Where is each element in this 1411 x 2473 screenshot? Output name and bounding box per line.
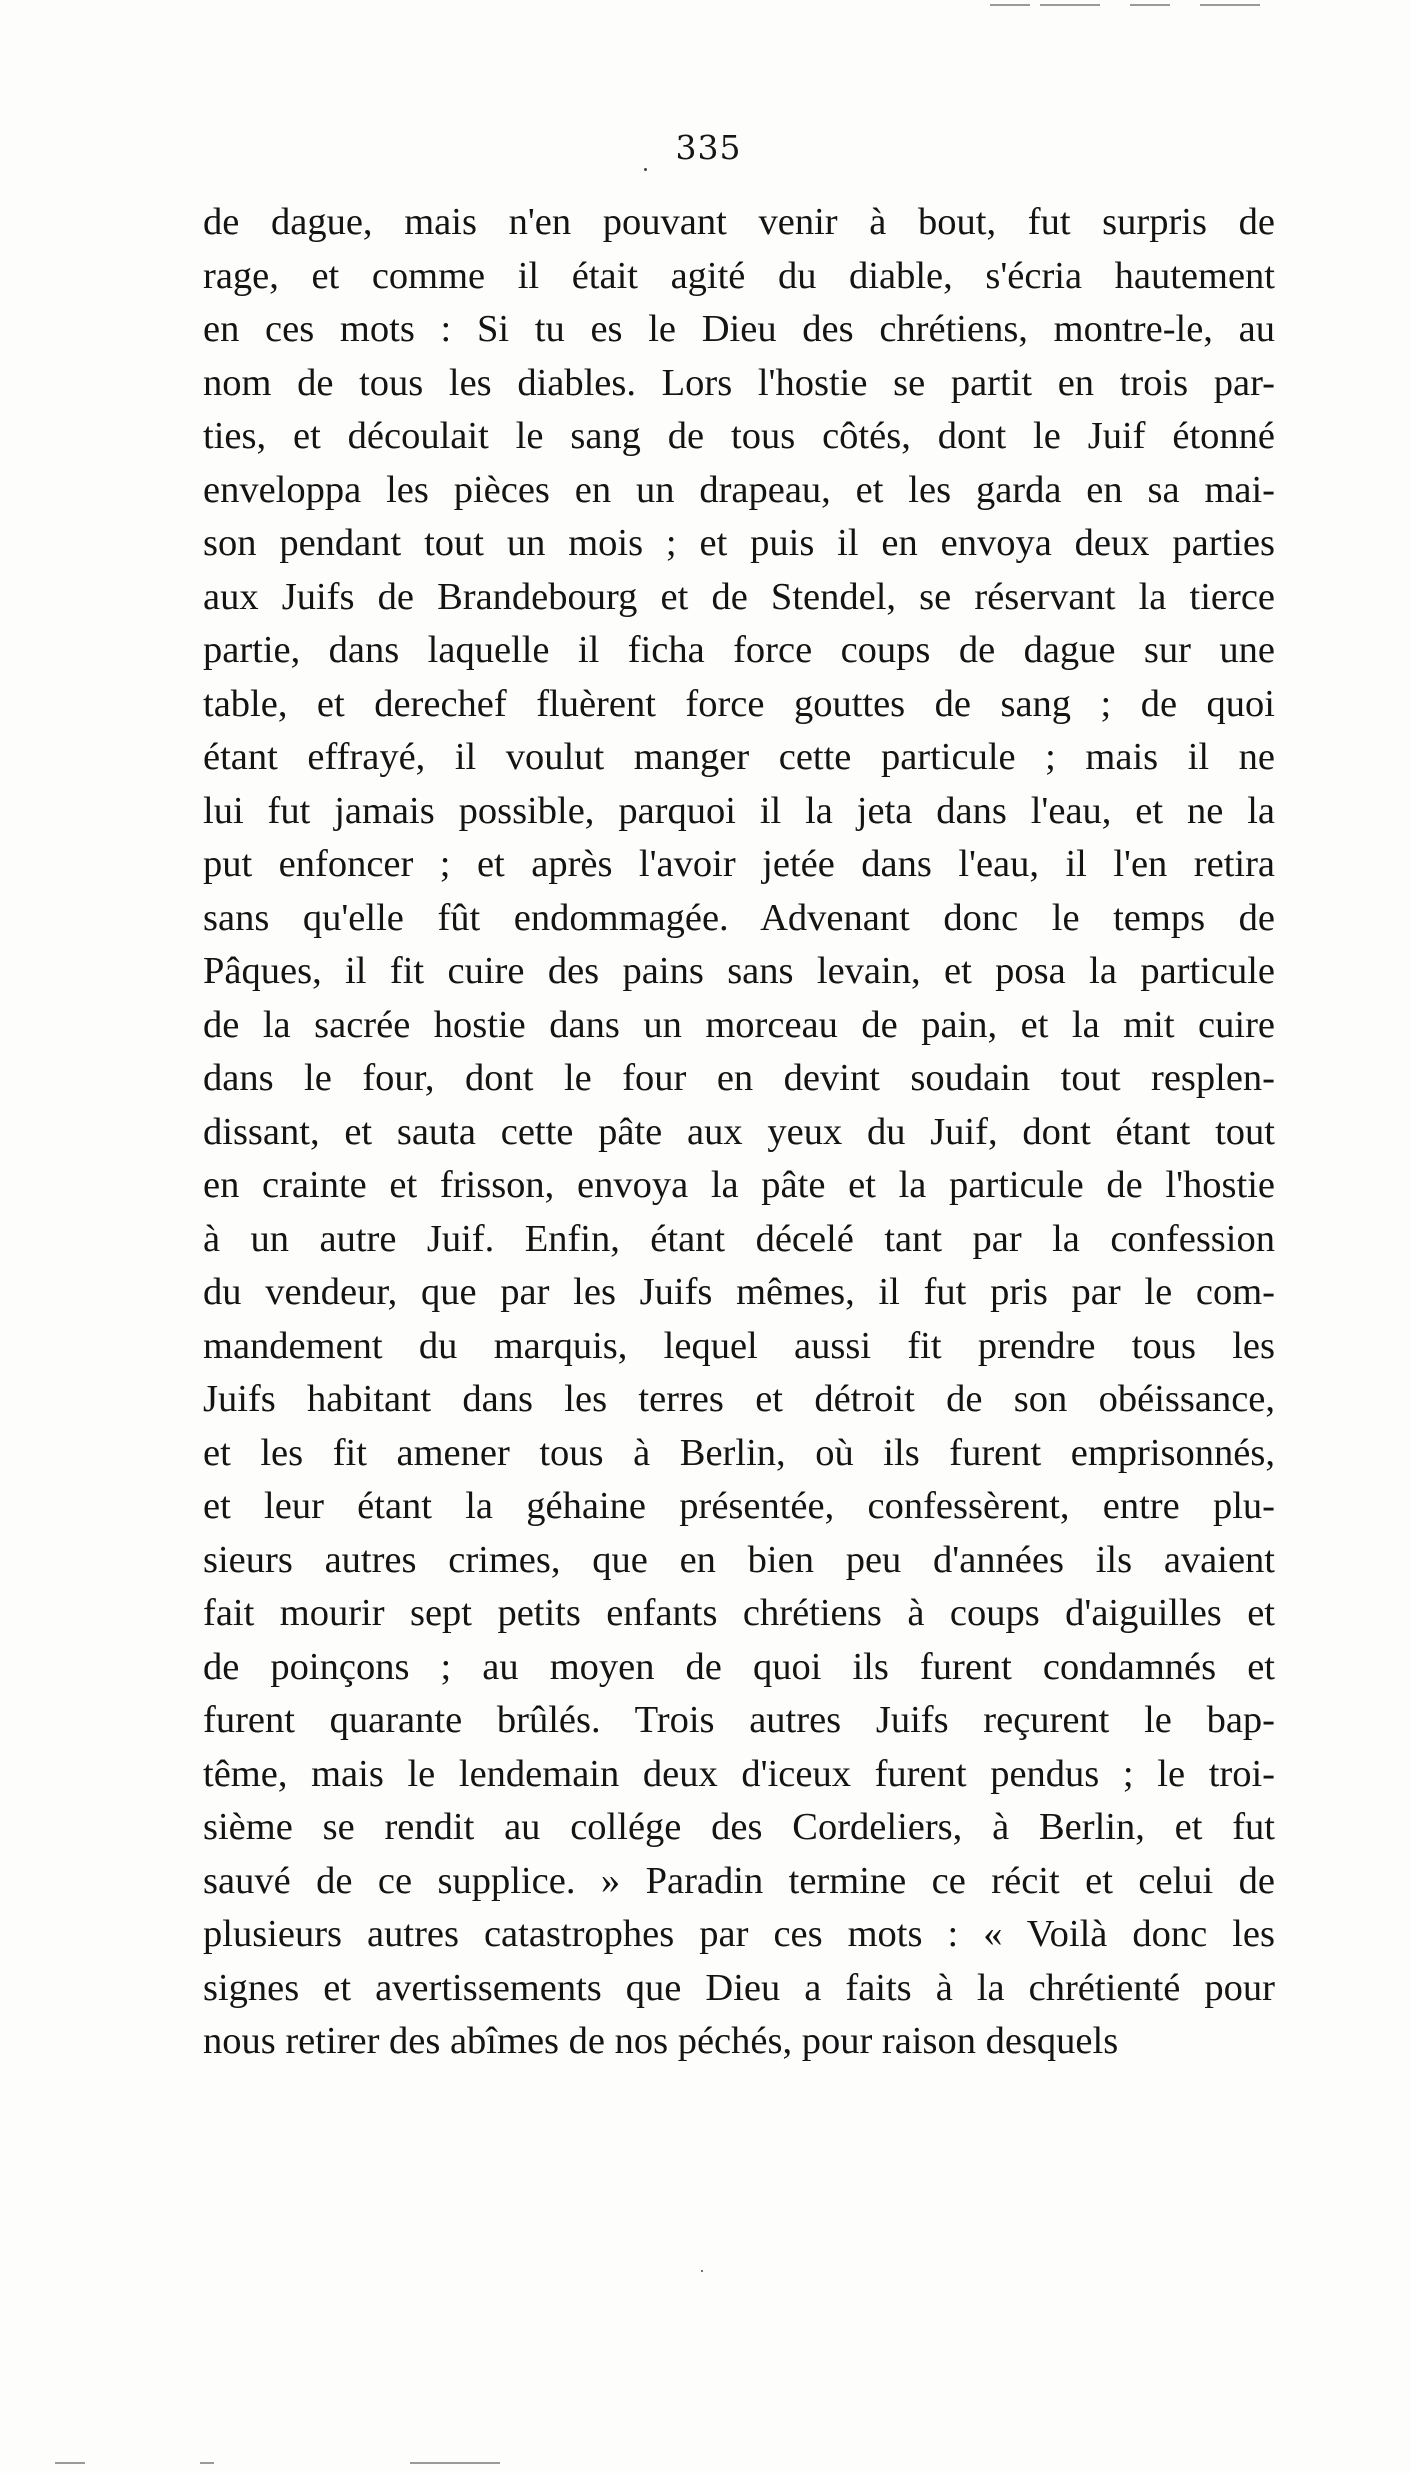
text-line: et les fit amener tous à Berlin, où ils furent emprisonnés, [203, 1431, 1275, 1474]
text-line: rage, et comme il était agité du diable, s'écria hautement [203, 254, 1275, 297]
scan-edge-mark [990, 4, 1030, 6]
body-text [203, 196, 1275, 2069]
text-line: étant effrayé, il voulut manger cette particule ; mais il ne [203, 736, 1275, 778]
text-line: mandement du marquis, lequel aussi fit prendre tous les [203, 1324, 1275, 1367]
text-line: put enfoncer ; et après l'avoir jetée dans l'eau, il l'en retira [203, 843, 1275, 885]
text-line: lui fut jamais possible, parquoi il la jeta dans l'eau, et ne la [203, 789, 1275, 832]
text-line: du vendeur, que par les Juifs mêmes, il fut pris par le com- [203, 1271, 1275, 1313]
text-line: en ces mots : Si tu es le Dieu des chrétiens, montre-le, au [203, 308, 1275, 350]
text-line: nom de tous les diables. Lors l'hostie se partit en trois par- [203, 361, 1275, 404]
text-line: de poinçons ; au moyen de quoi ils furent condamnés et [203, 1645, 1275, 1688]
text-line: tême, mais le lendemain deux d'iceux furent pendus ; le troi- [203, 1752, 1275, 1795]
text-line: de dague, mais n'en pouvant venir à bout, fut surpris de [203, 201, 1275, 243]
text-line: ties, et découlait le sang de tous côtés, dont le Juif étonné [203, 415, 1275, 457]
text-line: sans qu'elle fût endommagée. Advenant donc le temps de [203, 896, 1275, 939]
text-line: sième se rendit au collége des Cordeliers, à Berlin, et fut [203, 1806, 1275, 1848]
scan-edge-mark [1130, 4, 1170, 6]
text-line: signes et avertissements que Dieu a faits à la chrétienté pour [203, 1966, 1275, 2009]
scan-edge-mark [55, 2462, 85, 2464]
page-number [0, 128, 1411, 167]
text-line: et leur étant la géhaine présentée, confessèrent, entre plu- [203, 1485, 1275, 1527]
scan-edge-mark [410, 2462, 500, 2464]
text-line: dissant, et sauta cette pâte aux yeux du Juif, dont étant tout [203, 1110, 1275, 1153]
scan-speck [644, 168, 647, 171]
text-line: à un autre Juif. Enfin, étant décelé tant par la confession [203, 1217, 1275, 1260]
text-line: fait mourir sept petits enfants chrétiens à coups d'aiguilles et [203, 1592, 1275, 1634]
text-line: nous retirer des abîmes de nos péchés, pour raison desquels [203, 2020, 1119, 2062]
text-line: de la sacrée hostie dans un morceau de pain, et la mit cuire [203, 1003, 1275, 1046]
text-line: table, et derechef fluèrent force gouttes de sang ; de quoi [203, 682, 1275, 725]
text-line: son pendant tout un mois ; et puis il en envoya deux parties [203, 522, 1275, 564]
scan-speck [701, 2270, 703, 2272]
text-line: sauvé de ce supplice. » Paradin termine ce récit et celui de [203, 1859, 1275, 1902]
text-line: Juifs habitant dans les terres et détroit de son obéissance, [203, 1378, 1275, 1420]
text-line: furent quarante brûlés. Trois autres Juifs reçurent le bap- [203, 1699, 1275, 1741]
text-line: aux Juifs de Brandebourg et de Stendel, se réservant la tierce [203, 575, 1275, 618]
scan-edge-mark [200, 2462, 214, 2464]
text-line: sieurs autres crimes, que en bien peu d'années ils avaient [203, 1538, 1275, 1581]
page-number-text: 335 [675, 128, 742, 167]
text-line: plusieurs autres catastrophes par ces mots : « Voilà donc les [203, 1913, 1275, 1955]
scan-edge-mark [1200, 4, 1260, 6]
text-line: Pâques, il fit cuire des pains sans levain, et posa la particule [203, 950, 1275, 992]
text-line: dans le four, dont le four en devint soudain tout resplen- [203, 1057, 1275, 1099]
text-line: enveloppa les pièces en un drapeau, et les garda en sa mai- [203, 468, 1275, 511]
text-line: partie, dans laquelle il ficha force coups de dague sur une [203, 629, 1275, 671]
scan-edge-mark [1040, 4, 1100, 6]
text-line: en crainte et frisson, envoya la pâte et la particule de l'hostie [203, 1164, 1275, 1206]
